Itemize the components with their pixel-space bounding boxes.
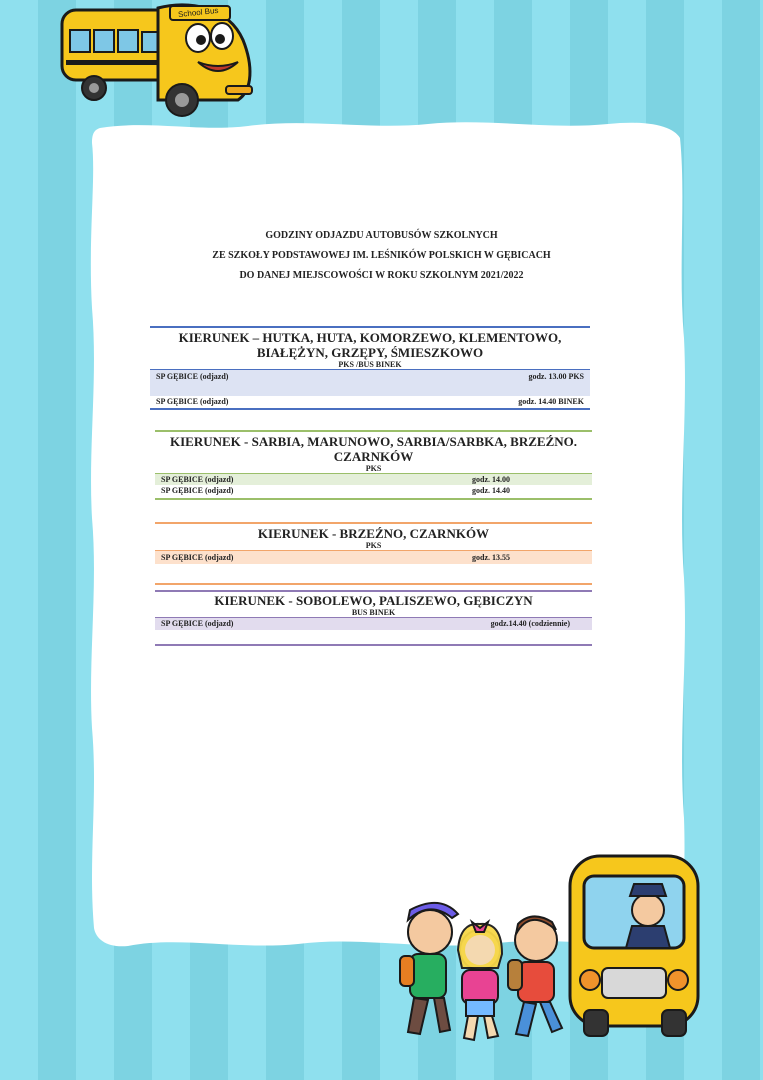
- section-title-line-1: KIERUNEK - SARBIA, MARUNOWO, SARBIA/SARBKA, BRZEŹNO.: [169, 434, 578, 449]
- section-carrier: BUS BINEK: [351, 608, 396, 617]
- row-place: SP GĘBICE (odjazd): [161, 486, 234, 495]
- row-time: godz. 13.00 PKS: [528, 372, 584, 381]
- heading-line-1: GODZINY ODJAZDU AUTOBUSÓW SZKOLNYCH: [265, 230, 498, 241]
- row-place: SP GĘBICE (odjazd): [156, 372, 229, 381]
- table-row: [155, 617, 592, 630]
- section-carrier: PKS: [365, 464, 382, 473]
- section-title-line-2: BIAŁĘŻYN, GRZĘPY, ŚMIESZKOWO: [256, 345, 484, 360]
- section-rule: [155, 644, 592, 646]
- row-place: SP GĘBICE (odjazd): [161, 619, 234, 628]
- section-rule: [155, 498, 592, 500]
- section-rule: [155, 590, 592, 592]
- row-place: SP GĘBICE (odjazd): [161, 553, 234, 562]
- bus-sign: School Bus: [177, 5, 219, 20]
- school-bus-icon: [58, 0, 258, 130]
- section-title-line-2: CZARNKÓW: [333, 449, 414, 464]
- section-rule: [150, 408, 590, 410]
- row-place: SP GĘBICE (odjazd): [161, 475, 234, 484]
- table-row: [155, 550, 592, 564]
- section-title-line-1: KIERUNEK - SOBOLEWO, PALISZEWO, GĘBICZYN: [214, 593, 533, 608]
- row-time: godz. 14.00: [472, 475, 510, 484]
- route-section-2: [155, 430, 592, 500]
- route-section-4: [155, 590, 592, 646]
- row-time: godz. 13.55: [472, 553, 510, 562]
- section-title-line-1: KIERUNEK – HUTKA, HUTA, KOMORZEWO, KLEMENTOWO,: [178, 330, 562, 345]
- table-row: [155, 473, 592, 485]
- row-time: godz.14.40 (codziennie): [490, 619, 570, 628]
- route-section-3: [155, 522, 592, 585]
- section-carrier: PKS /BUS BINEK: [338, 360, 402, 369]
- section-title-line-1: KIERUNEK - BRZEŹNO, CZARNKÓW: [257, 526, 490, 541]
- section-rule: [155, 430, 592, 432]
- heading-line-2: ZE SZKOŁY PODSTAWOWEJ IM. LEŚNIKÓW POLSKICH W GĘBICACH: [212, 250, 551, 261]
- route-section-1: [150, 326, 590, 410]
- row-time: godz. 14.40 BINEK: [518, 397, 584, 406]
- row-time: godz. 14.40: [472, 486, 510, 495]
- section-carrier: PKS: [365, 541, 382, 550]
- table-row: [150, 369, 590, 396]
- section-rule: [155, 522, 592, 524]
- children-and-bus-icon: [380, 850, 710, 1055]
- row-place: SP GĘBICE (odjazd): [156, 397, 229, 406]
- table-row: [150, 396, 590, 408]
- section-rule: [155, 583, 592, 585]
- table-row: [155, 485, 592, 496]
- section-rule: [150, 326, 590, 328]
- heading-line-3: DO DANEJ MIEJSCOWOŚCI W ROKU SZKOLNYM 2021/2022: [239, 270, 524, 281]
